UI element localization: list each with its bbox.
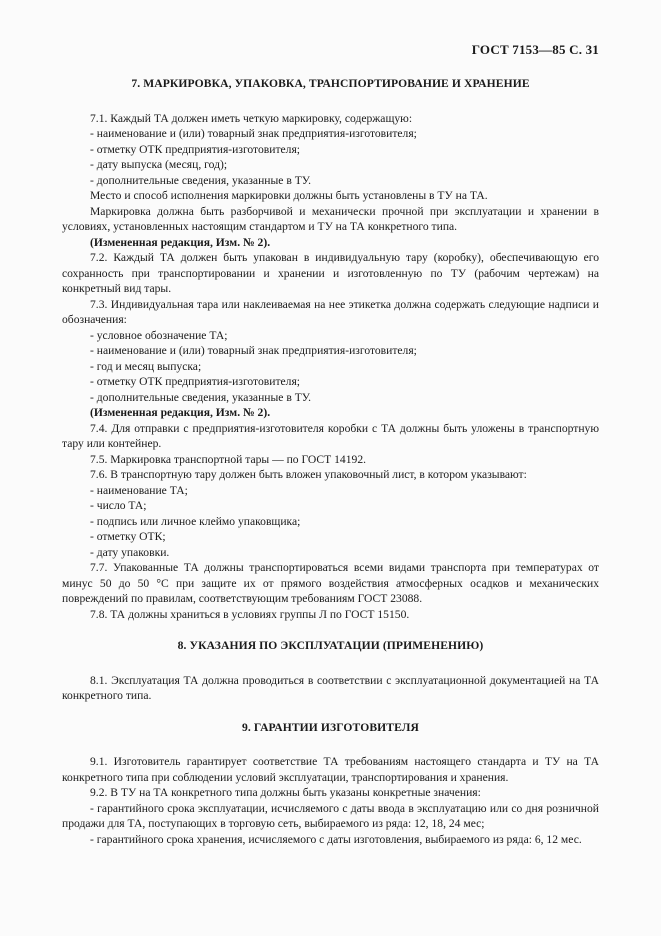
paragraph-7-7: 7.7. Упакованные ТА должны транспортироваться всеми видами транспорта при температурах от минус 50 до 50 °С при защите их от прямого воздействия атмосферных осадков и механических повреждений по правилам, соответствующим требованиям ГОСТ 23088.: [62, 561, 599, 605]
amendment-note: (Измененная редакция, Изм. № 2).: [90, 235, 271, 249]
amendment-note: (Измененная редакция, Изм. № 2).: [90, 406, 271, 419]
section-7-title: 7. МАРКИРОВКА, УПАКОВКА, ТРАНСПОРТИРОВАНИЕ И ХРАНЕНИЕ: [131, 77, 530, 90]
paragraph-9-1: 9.1. Изготовитель гарантирует соответствие ТА требованиям настоящего стандарта и ТУ на ТА конкретного типа при соблюдении условий эксплуатации, транспортирования и хранения.: [62, 755, 599, 784]
list-item: - подпись или личное клеймо упаковщика;: [90, 514, 301, 528]
paragraph-7-4: 7.4. Для отправки с предприятия-изготовителя коробки с ТА должны быть уложены в транспортную тару или контейнер.: [62, 421, 599, 450]
document-body: [62, 72, 599, 847]
list-item: - наименование ТА;: [90, 483, 188, 497]
paragraph-marking-durable: Маркировка должна быть разборчивой и механически прочной при эксплуатации и хранении в условиях, установленных настоящим стандартом и ТУ на ТА конкретного типа.: [62, 204, 599, 233]
list-item: - отметку ОТК предприятия-изготовителя;: [90, 142, 301, 156]
list-item: - число ТА;: [90, 499, 147, 512]
paragraph-7-6: 7.6. В транспортную тару должен быть вложен упаковочный лист, в котором указывают:: [90, 468, 527, 481]
paragraph-7-3: 7.3. Индивидуальная тара или наклеиваемая на нее этикетка должна содержать следующие надписи и обозначения:: [62, 297, 599, 326]
section-8-title: 8. УКАЗАНИЯ ПО ЭКСПЛУАТАЦИИ (ПРИМЕНЕНИЮ): [177, 639, 484, 652]
page-header: ГОСТ 7153—85 С. 31: [471, 42, 599, 57]
paragraph-marking-place: Место и способ исполнения маркировки должны быть установлены в ТУ на ТА.: [90, 189, 488, 202]
paragraph-8-1: 8.1. Эксплуатация ТА должна проводиться в соответствии с эксплуатационной документацией на ТА конкретного типа.: [62, 673, 599, 702]
list-item: - дополнительные сведения, указанные в ТУ.: [90, 173, 311, 187]
list-item: - отметку ОТК предприятия-изготовителя;: [90, 375, 301, 388]
list-item: - дату выпуска (месяц, год);: [90, 158, 228, 171]
list-item: - дату упаковки.: [90, 545, 170, 559]
paragraph-9-2: 9.2. В ТУ на ТА конкретного типа должны быть указаны конкретные значения:: [90, 786, 481, 799]
list-item: - отметку ОТК;: [90, 530, 166, 543]
section-9-title: 9. ГАРАНТИИ ИЗГОТОВИТЕЛЯ: [241, 720, 420, 734]
list-item: - наименование и (или) товарный знак предприятия-изготовителя;: [90, 344, 417, 357]
list-item: - гарантийного срока хранения, исчисляемого с даты изготовления, выбираемого из ряда: 6, 12 мес.: [90, 832, 582, 846]
list-item: - дополнительные сведения, указанные в ТУ.: [90, 390, 311, 404]
list-item: - условное обозначение ТА;: [90, 328, 228, 342]
list-item: - гарантийного срока эксплуатации, исчисляемого с даты ввода в эксплуатацию или со дня розничной продажи для ТА, поступающих в торговую сеть, выбираемого из ряда: 12, 18, 24 мес;: [62, 801, 599, 830]
list-item: - год и месяц выпуска;: [90, 359, 202, 373]
paragraph-7-2: 7.2. Каждый ТА должен быть упакован в индивидуальную тару (коробку), обеспечивающую его сохранность при транспортировании и хранении и изготовленную по ТУ (рабочим чертежам) на конкретный вид тары.: [62, 251, 599, 295]
paragraph-7-8: 7.8. ТА должны храниться в условиях группы Л по ГОСТ 15150.: [90, 607, 410, 621]
list-item: - наименование и (или) товарный знак предприятия-изготовителя;: [90, 127, 417, 140]
paragraph-7-1: 7.1. Каждый ТА должен иметь четкую маркировку, содержащую:: [90, 111, 413, 125]
paragraph-7-5: 7.5. Маркировка транспортной тары — по ГОСТ 14192.: [90, 452, 367, 466]
